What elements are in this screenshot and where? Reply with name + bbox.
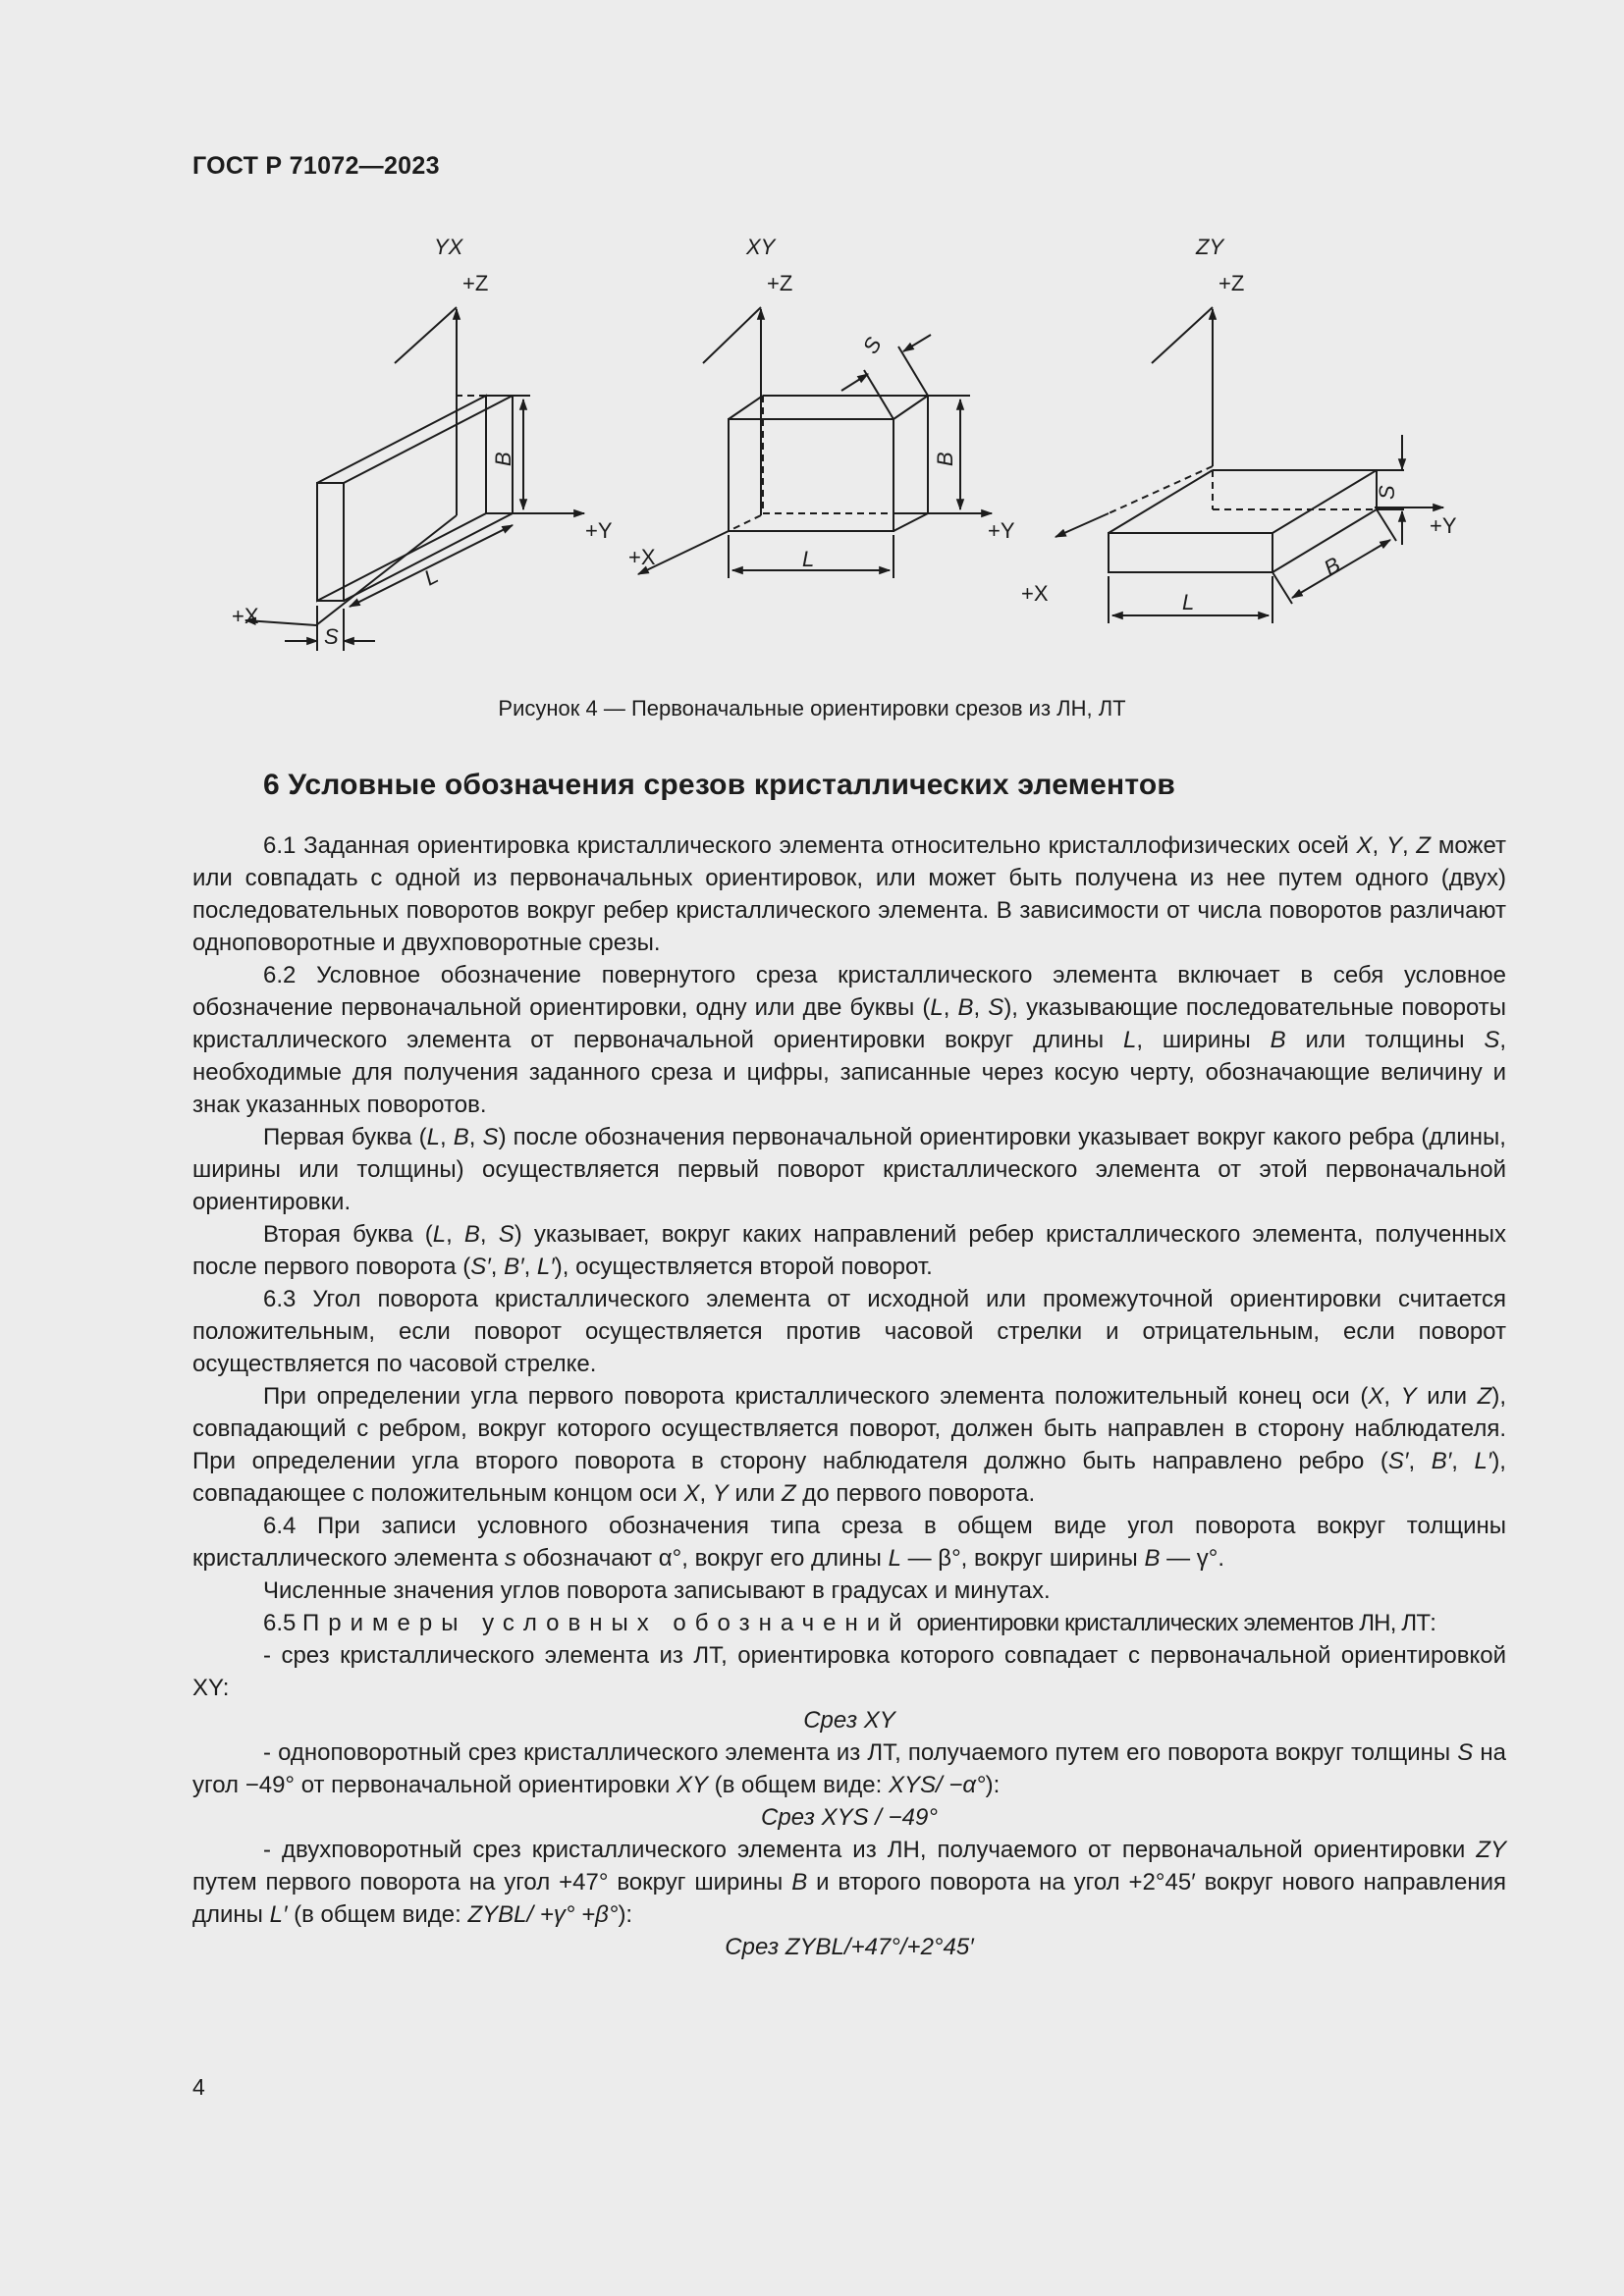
- document-header: ГОСТ Р 71072—2023: [192, 152, 440, 180]
- diagram-3-z-label: +Z: [1218, 271, 1245, 295]
- paragraph-6-1: 6.1 Заданная ориентировка кристаллического элемента относительно кристаллофизических осей X, Y, Z может или совпадать с одной из первоначальных ориентировок, или может быть получена из нее путем одного (двух) последовательных поворотов вокруг ребер кристаллического элемента. В зависимости от числа поворотов различают одноповоротные и двухповоротные срезы.: [192, 832, 1507, 956]
- diagram-2-x-label: +X: [628, 545, 656, 569]
- figure-caption: Рисунок 4 — Первоначальные ориентировки срезов из ЛН, ЛТ: [498, 696, 1126, 721]
- section-title: 6 Условные обозначения срезов кристаллических элементов: [263, 769, 1175, 801]
- diagram-1-dim-l: L: [419, 562, 443, 591]
- paragraph-numeric-values: Численные значения углов поворота записывают в градусах и минутах.: [263, 1577, 1051, 1604]
- paragraph-6-5: 6.5 Примеры условных обозначений ориентировки кристаллических элементов ЛН, ЛТ:: [263, 1610, 1436, 1636]
- diagram-3-x-label: +X: [1021, 581, 1049, 606]
- diagram-zy: [1056, 307, 1443, 623]
- diagram-1-z-label: +Z: [462, 271, 489, 295]
- diagram-yx: [245, 307, 584, 651]
- diagram-2-dim-s: S: [857, 333, 887, 358]
- orientation-diagrams: [216, 221, 1492, 672]
- example-3-text: - двухповоротный срез кристаллического элемента из ЛН, получаемого от первоначальной ориентировки ZY путем первого поворота на угол +47° вокруг ширины B и второго поворота на угол +2°45′ вокруг нового направления длины L′ (в общем виде: ZYBL/ +γ° +β°):: [192, 1837, 1507, 1928]
- diagram-2-z-label: +Z: [767, 271, 793, 295]
- diagram-1-dim-s: S: [324, 624, 339, 649]
- diagram-2-title: XY: [746, 235, 776, 259]
- diagram-3-dim-b: B: [1320, 552, 1345, 581]
- paragraph-second-letter: Вторая буква (L, B, S) указывает, вокруг каких направлений ребер кристаллического элемента, полученных после первого поворота (S′, B′, L′), осуществляется второй поворот.: [192, 1221, 1506, 1280]
- example-1-text: - срез кристаллического элемента из ЛТ, ориентировка которого совпадает с первоначальной ориентировкой XY:: [192, 1642, 1506, 1701]
- diagram-3-y-label: +Y: [1430, 513, 1457, 538]
- diagram-2-y-label: +Y: [988, 518, 1015, 543]
- paragraph-6-2: 6.2 Условное обозначение повернутого среза кристаллического элемента включает в себя условное обозначение первоначальной ориентировки, одну или две буквы (L, B, S), указывающие последовательные повороты кристаллического элемента от первоначальной ориентировки вокруг длины L, ширины B или толщины S, необходимые для получения заданного среза и цифры, записанные через косую черту, обозначающие величину и знак указанных поворотов.: [192, 962, 1507, 1118]
- diagram-1-title: YX: [434, 235, 463, 259]
- figure-4: [216, 221, 1492, 672]
- diagram-1-x-label: +X: [232, 604, 259, 628]
- diagram-3-dim-l: L: [1182, 590, 1195, 614]
- diagram-2-dim-b: B: [933, 452, 957, 466]
- paragraph-6-3: 6.3 Угол поворота кристаллического элемента от исходной или промежуточной ориентировки считается положительным, если поворот осуществляется против часовой стрелки и отрицательным, если поворот осуществляется по часовой стрелке.: [192, 1286, 1506, 1377]
- diagram-3-title: ZY: [1196, 235, 1224, 259]
- paragraph-6-4: 6.4 При записи условного обозначения типа среза в общем виде угол поворота вокруг толщины кристаллического элемента s обозначают α°, вокруг его длины L — β°, вокруг ширины B — γ°.: [192, 1513, 1506, 1572]
- body-text: [192, 829, 1506, 1963]
- diagram-2-dim-l: L: [802, 547, 815, 571]
- example-2-designation: Срез XYS / −49°: [761, 1804, 938, 1831]
- diagram-3-dim-s: S: [1375, 485, 1399, 500]
- example-3-designation: Срез ZYBL/+47°/+2°45′: [725, 1934, 974, 1960]
- diagram-1-dim-b: B: [491, 452, 515, 466]
- page-number: 4: [192, 2074, 205, 2100]
- example-2-text: - одноповоротный срез кристаллического элемента из ЛТ, получаемого путем его поворота вокруг толщины S на угол −49° от первоначальной ориентировки XY (в общем виде: XYS/ −α°):: [192, 1739, 1506, 1798]
- diagram-1-y-label: +Y: [585, 518, 613, 543]
- paragraph-first-rotation: При определении угла первого поворота кристаллического элемента положительный конец оси (X, Y или Z), совпадающий с ребром, вокруг которого осуществляется поворот, должен быть направлен в сторону наблюдателя. При определении угла второго поворота в сторону наблюдателя должно быть направлено ребро (S′, B′, L′), совпадающее с положительным концом оси X, Y или Z до первого поворота.: [192, 1383, 1507, 1507]
- paragraph-first-letter: Первая буква (L, B, S) после обозначения первоначальной ориентировки указывает вокруг какого ребра (длины, ширины или толщины) осуществляется первый поворот кристаллического элемента от этой первоначальной ориентировки.: [192, 1124, 1506, 1215]
- example-1-designation: Срез XY: [803, 1707, 895, 1734]
- diagram-xy: [638, 307, 992, 578]
